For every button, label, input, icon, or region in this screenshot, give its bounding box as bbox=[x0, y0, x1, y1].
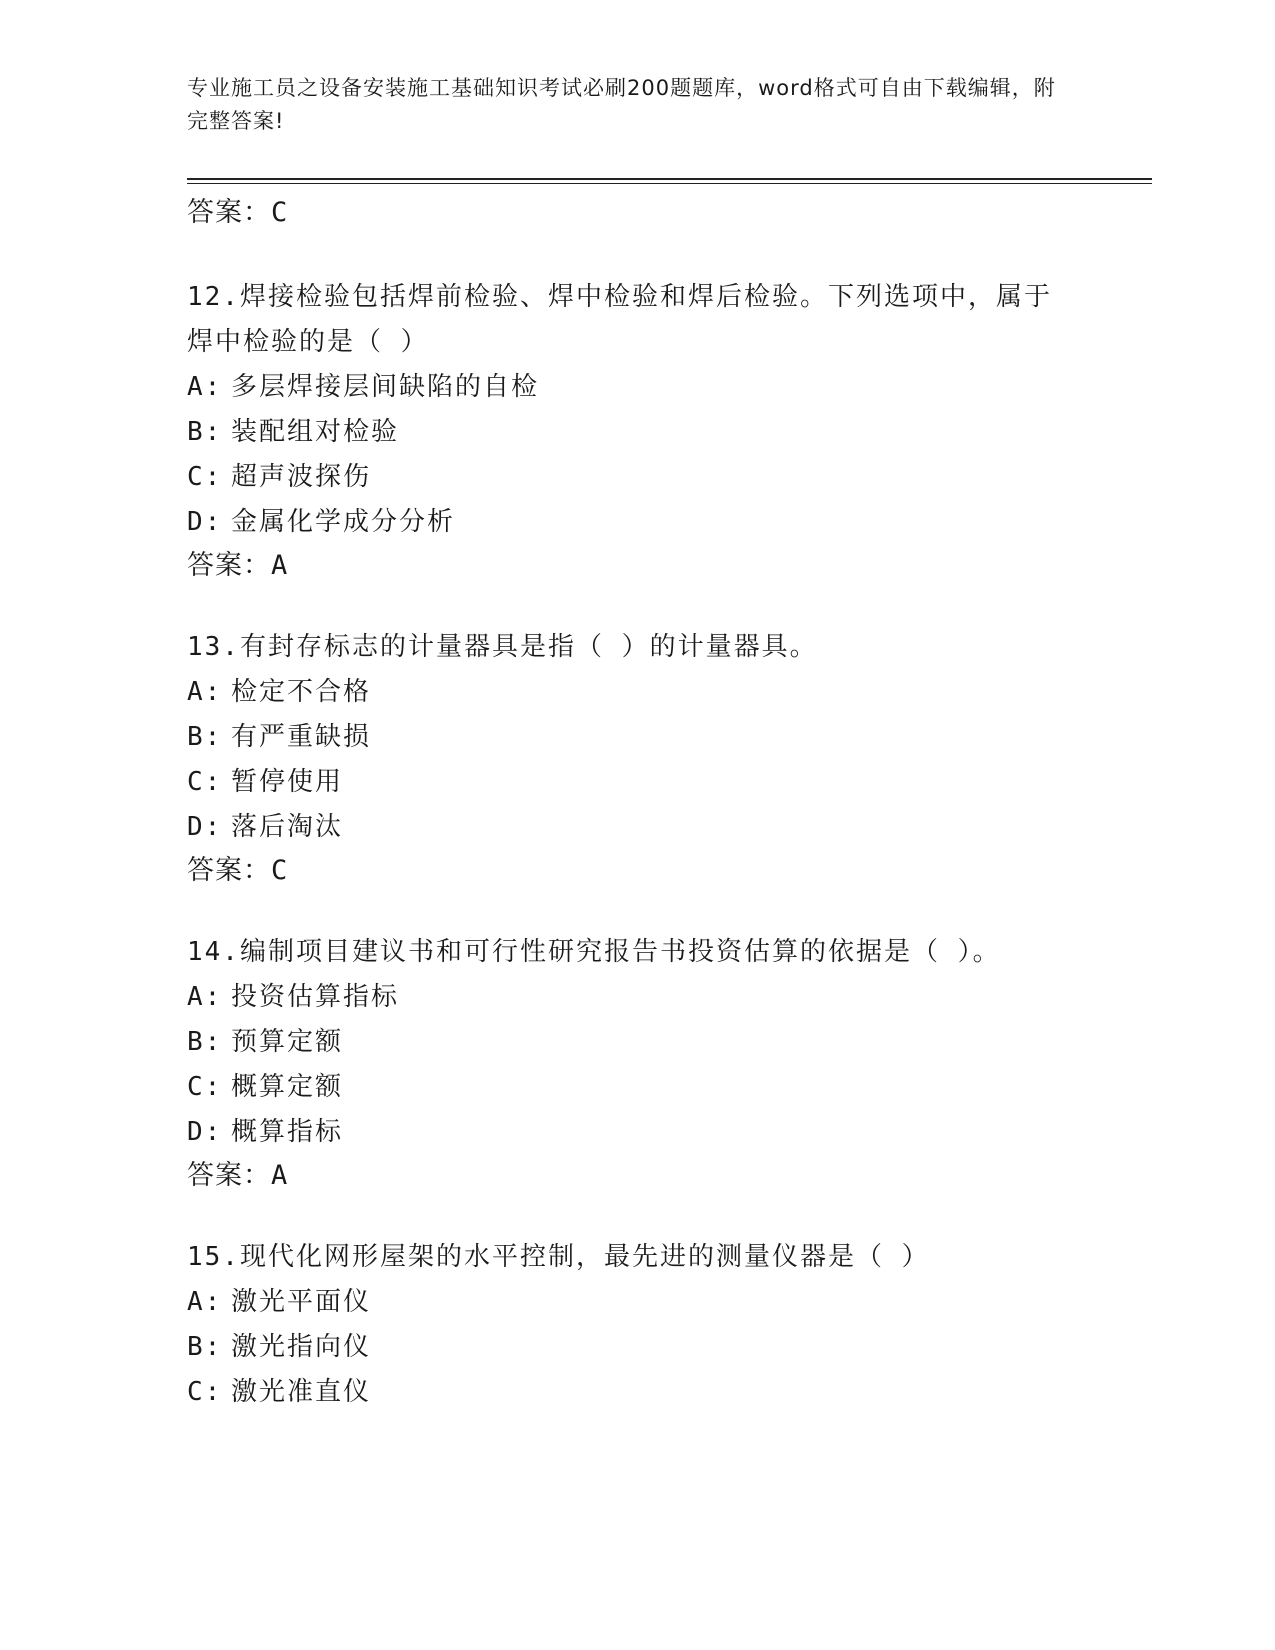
option-b bbox=[187, 715, 1077, 760]
option-key: C: bbox=[187, 767, 223, 797]
header-divider-thin bbox=[187, 183, 1152, 184]
option-key: A: bbox=[187, 1287, 223, 1317]
option-key: D: bbox=[187, 507, 223, 537]
option-text: 激光指向仪 bbox=[231, 1332, 372, 1362]
document-body bbox=[187, 192, 1077, 1415]
question-15 bbox=[187, 1235, 1077, 1415]
option-text: 概算指标 bbox=[231, 1117, 344, 1147]
document-header bbox=[187, 72, 1067, 138]
option-text: 金属化学成分分析 bbox=[231, 507, 456, 537]
option-key: A: bbox=[187, 677, 223, 707]
option-text: 激光平面仪 bbox=[231, 1287, 372, 1317]
option-key: A: bbox=[187, 982, 223, 1012]
option-d bbox=[187, 1110, 1077, 1155]
option-text: 有严重缺损 bbox=[231, 722, 372, 752]
answer-value: C bbox=[271, 855, 289, 886]
option-key: C: bbox=[187, 1072, 223, 1102]
question-stem: 14.编制项目建议书和可行性研究报告书投资估算的依据是（ ）。 bbox=[187, 937, 1001, 967]
answer-value: A bbox=[271, 550, 289, 581]
option-a bbox=[187, 670, 1077, 715]
option-key: B: bbox=[187, 1332, 223, 1362]
option-key: B: bbox=[187, 417, 223, 447]
option-text: 超声波探伤 bbox=[231, 462, 372, 492]
answer-label: 答案： bbox=[187, 197, 271, 228]
option-key: C: bbox=[187, 1377, 223, 1407]
answer-label: 答案： bbox=[187, 550, 271, 581]
option-d bbox=[187, 805, 1077, 850]
option-a bbox=[187, 975, 1077, 1020]
option-c bbox=[187, 1065, 1077, 1110]
question-12 bbox=[187, 275, 1077, 587]
option-b bbox=[187, 410, 1077, 455]
option-c bbox=[187, 1370, 1077, 1415]
question-answer bbox=[187, 545, 1077, 587]
question-answer bbox=[187, 850, 1077, 892]
question-stem: 13.有封存标志的计量器具是指（ ）的计量器具。 bbox=[187, 632, 818, 662]
option-a bbox=[187, 1280, 1077, 1325]
question-13 bbox=[187, 625, 1077, 892]
header-title: 专业施工员之设备安装施工基础知识考试必刷200题题库，word格式可自由下载编辑，附完整答案! bbox=[187, 76, 1056, 133]
option-key: C: bbox=[187, 462, 223, 492]
answer-value: A bbox=[271, 1160, 289, 1191]
option-key: B: bbox=[187, 722, 223, 752]
option-b bbox=[187, 1325, 1077, 1370]
option-c bbox=[187, 455, 1077, 500]
option-d bbox=[187, 500, 1077, 545]
option-text: 激光准直仪 bbox=[231, 1377, 372, 1407]
question-stem: 15.现代化网形屋架的水平控制，最先进的测量仪器是（ ） bbox=[187, 1242, 930, 1272]
option-text: 概算定额 bbox=[231, 1072, 344, 1102]
option-b bbox=[187, 1020, 1077, 1065]
answer-label: 答案： bbox=[187, 1160, 271, 1191]
option-text: 预算定额 bbox=[231, 1027, 344, 1057]
answer-label: 答案： bbox=[187, 855, 271, 886]
question-stem: 12.焊接检验包括焊前检验、焊中检验和焊后检验。下列选项中，属于焊中检验的是（ ） bbox=[187, 282, 1052, 357]
option-text: 暂停使用 bbox=[231, 767, 344, 797]
option-key: A: bbox=[187, 372, 223, 402]
header-divider-thick bbox=[187, 178, 1152, 180]
option-text: 投资估算指标 bbox=[231, 982, 400, 1012]
option-key: D: bbox=[187, 1117, 223, 1147]
option-key: B: bbox=[187, 1027, 223, 1057]
option-key: D: bbox=[187, 812, 223, 842]
question-answer bbox=[187, 1155, 1077, 1197]
answer-value: C bbox=[271, 197, 289, 228]
option-text: 检定不合格 bbox=[231, 677, 372, 707]
option-text: 落后淘汰 bbox=[231, 812, 344, 842]
previous-answer bbox=[187, 192, 1077, 234]
question-14 bbox=[187, 930, 1077, 1197]
option-c bbox=[187, 760, 1077, 805]
option-a bbox=[187, 365, 1077, 410]
option-text: 多层焊接层间缺陷的自检 bbox=[231, 372, 540, 402]
option-text: 装配组对检验 bbox=[231, 417, 400, 447]
